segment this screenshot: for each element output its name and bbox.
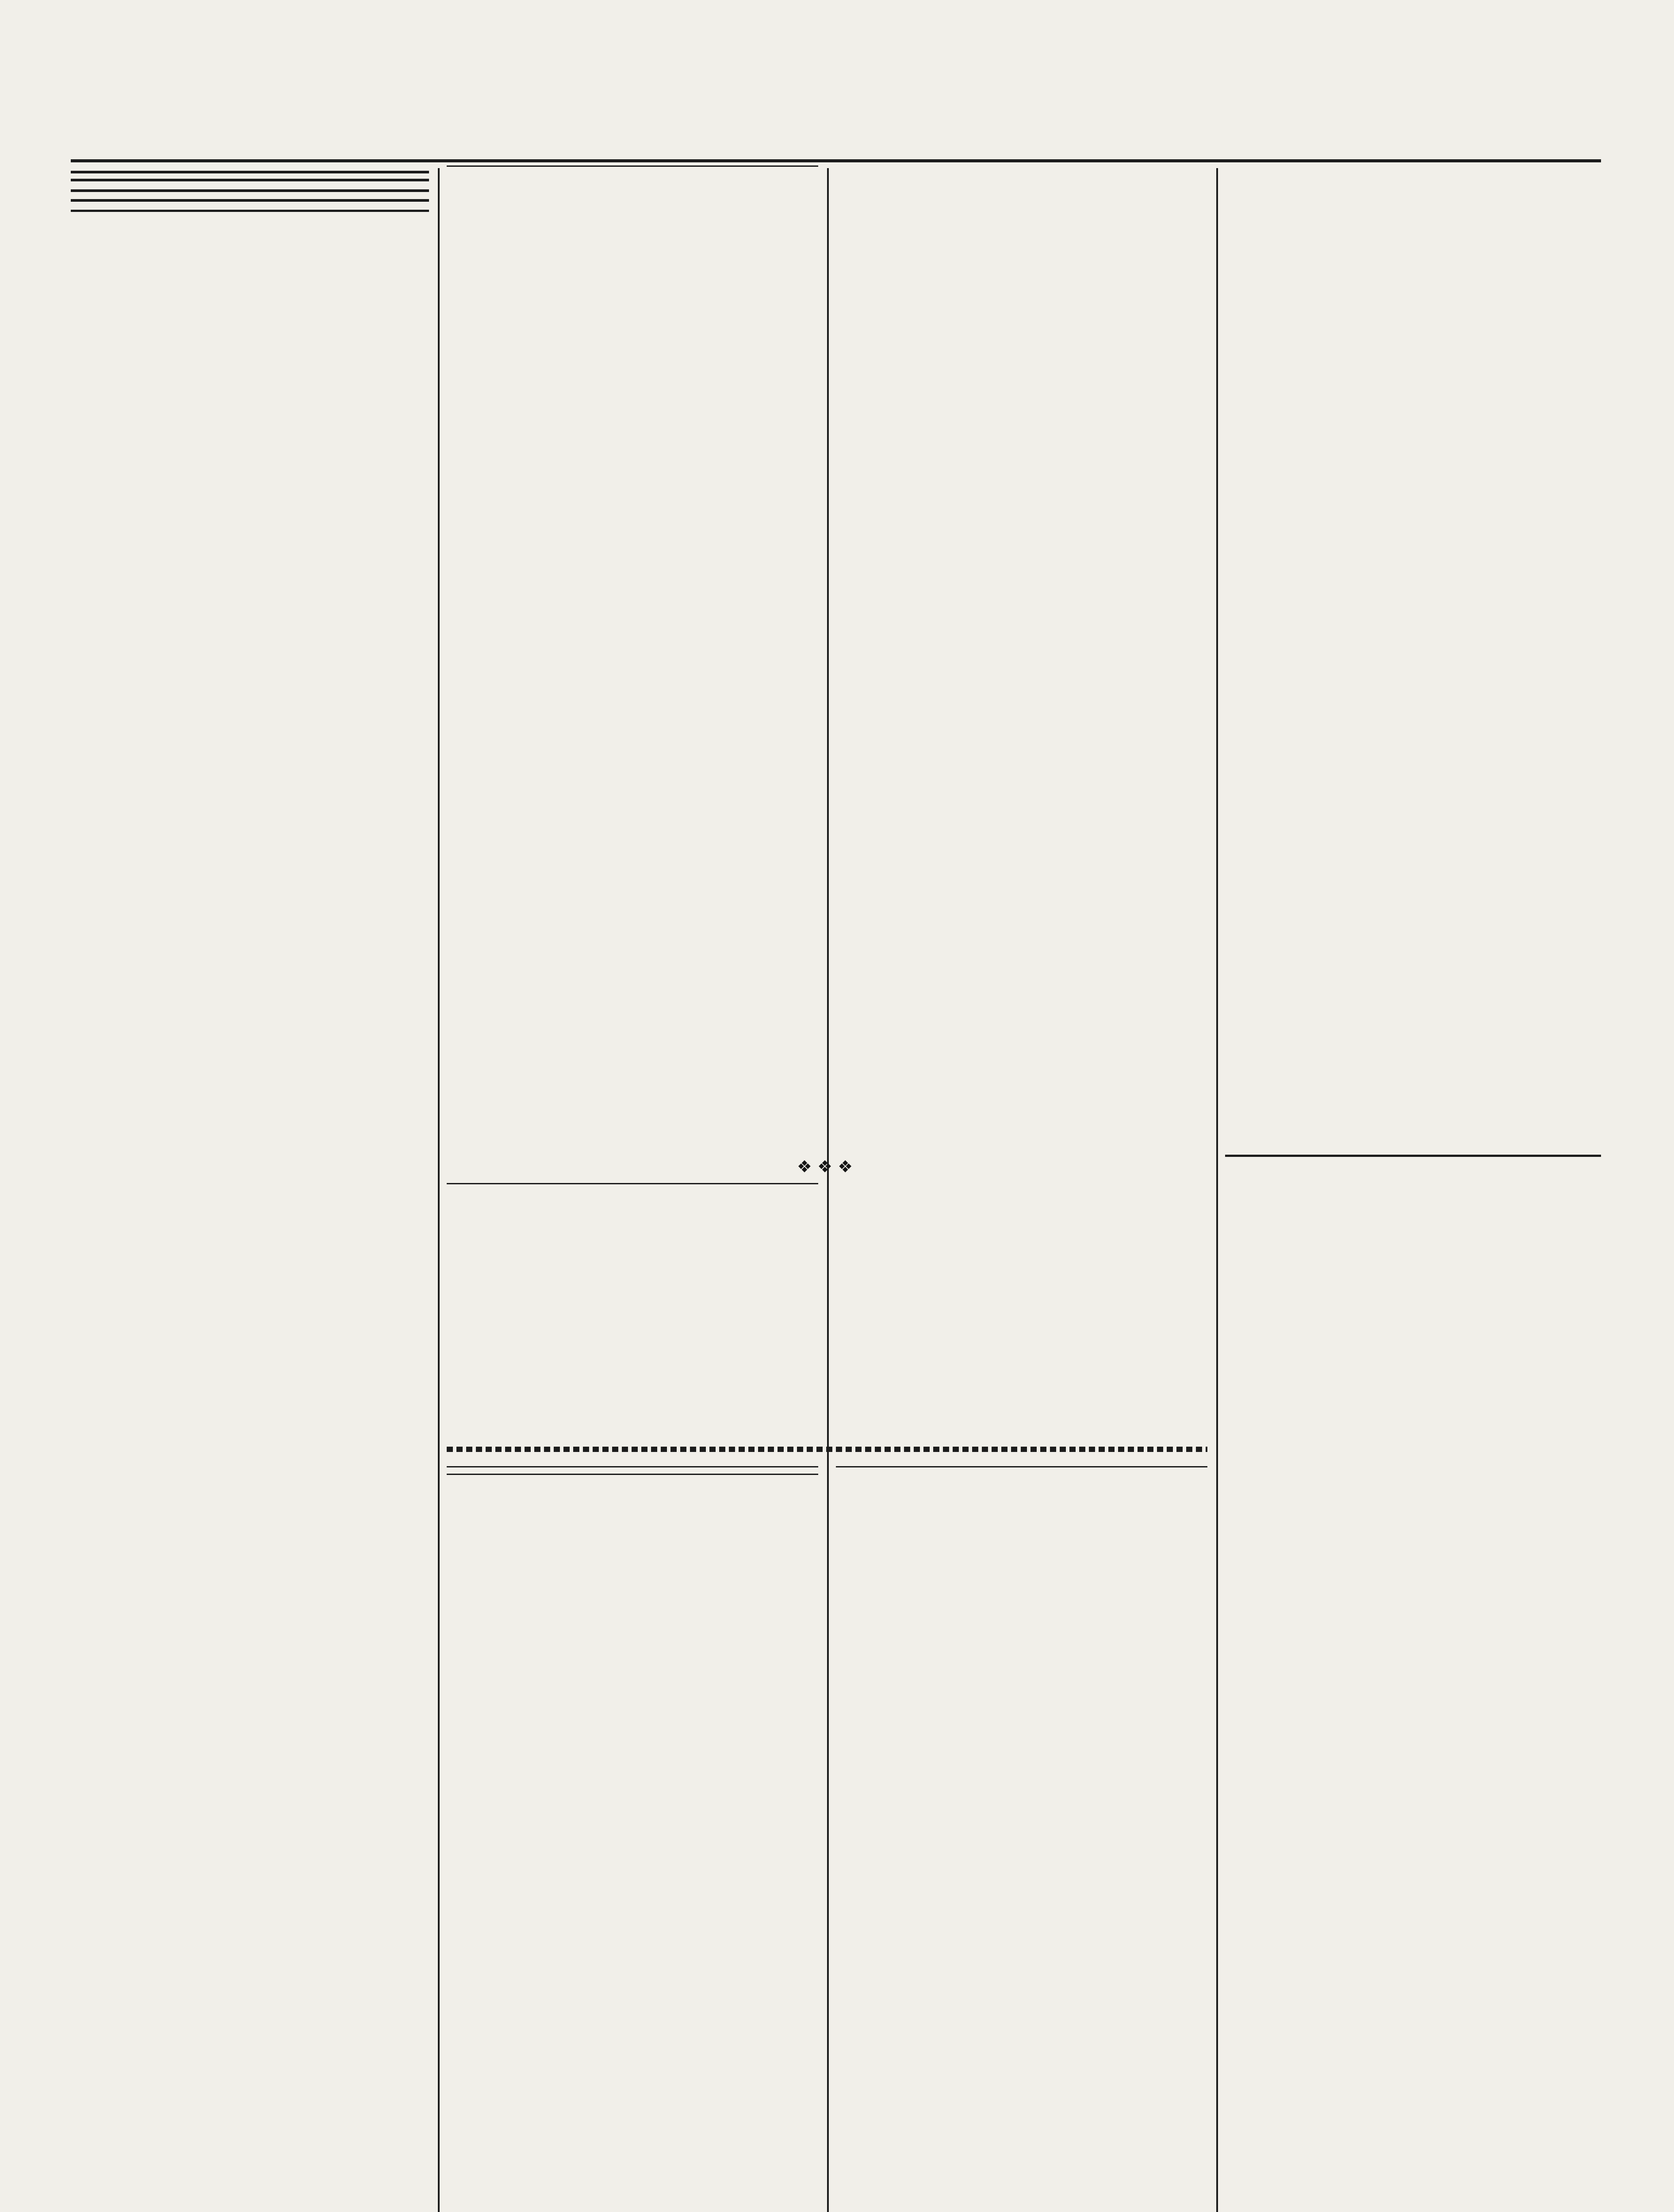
- renner-article-right: [836, 1177, 1207, 1442]
- column-divider: [827, 168, 829, 2212]
- elida-advertisement: [1225, 159, 1601, 1133]
- ornament-divider: ❖ ❖ ❖: [797, 1157, 853, 1176]
- section-heading-family: [71, 189, 429, 202]
- section-divider: [447, 1447, 1207, 1452]
- column-4-lower: [1225, 1168, 1601, 2212]
- column-3-upper: [836, 164, 1207, 1159]
- renner-article-left: [447, 1177, 818, 1442]
- page-header: [71, 119, 1601, 162]
- column-divider: [1216, 168, 1218, 2212]
- column-divider: [438, 168, 440, 2212]
- column-3-lower: [836, 1460, 1207, 2212]
- column-2-lower: [447, 1460, 818, 2212]
- column-2-upper: [447, 164, 818, 1159]
- column-1: [71, 164, 429, 2212]
- ad-bottom-rule: [1225, 1155, 1601, 1157]
- doctor-advertisement: [71, 171, 429, 181]
